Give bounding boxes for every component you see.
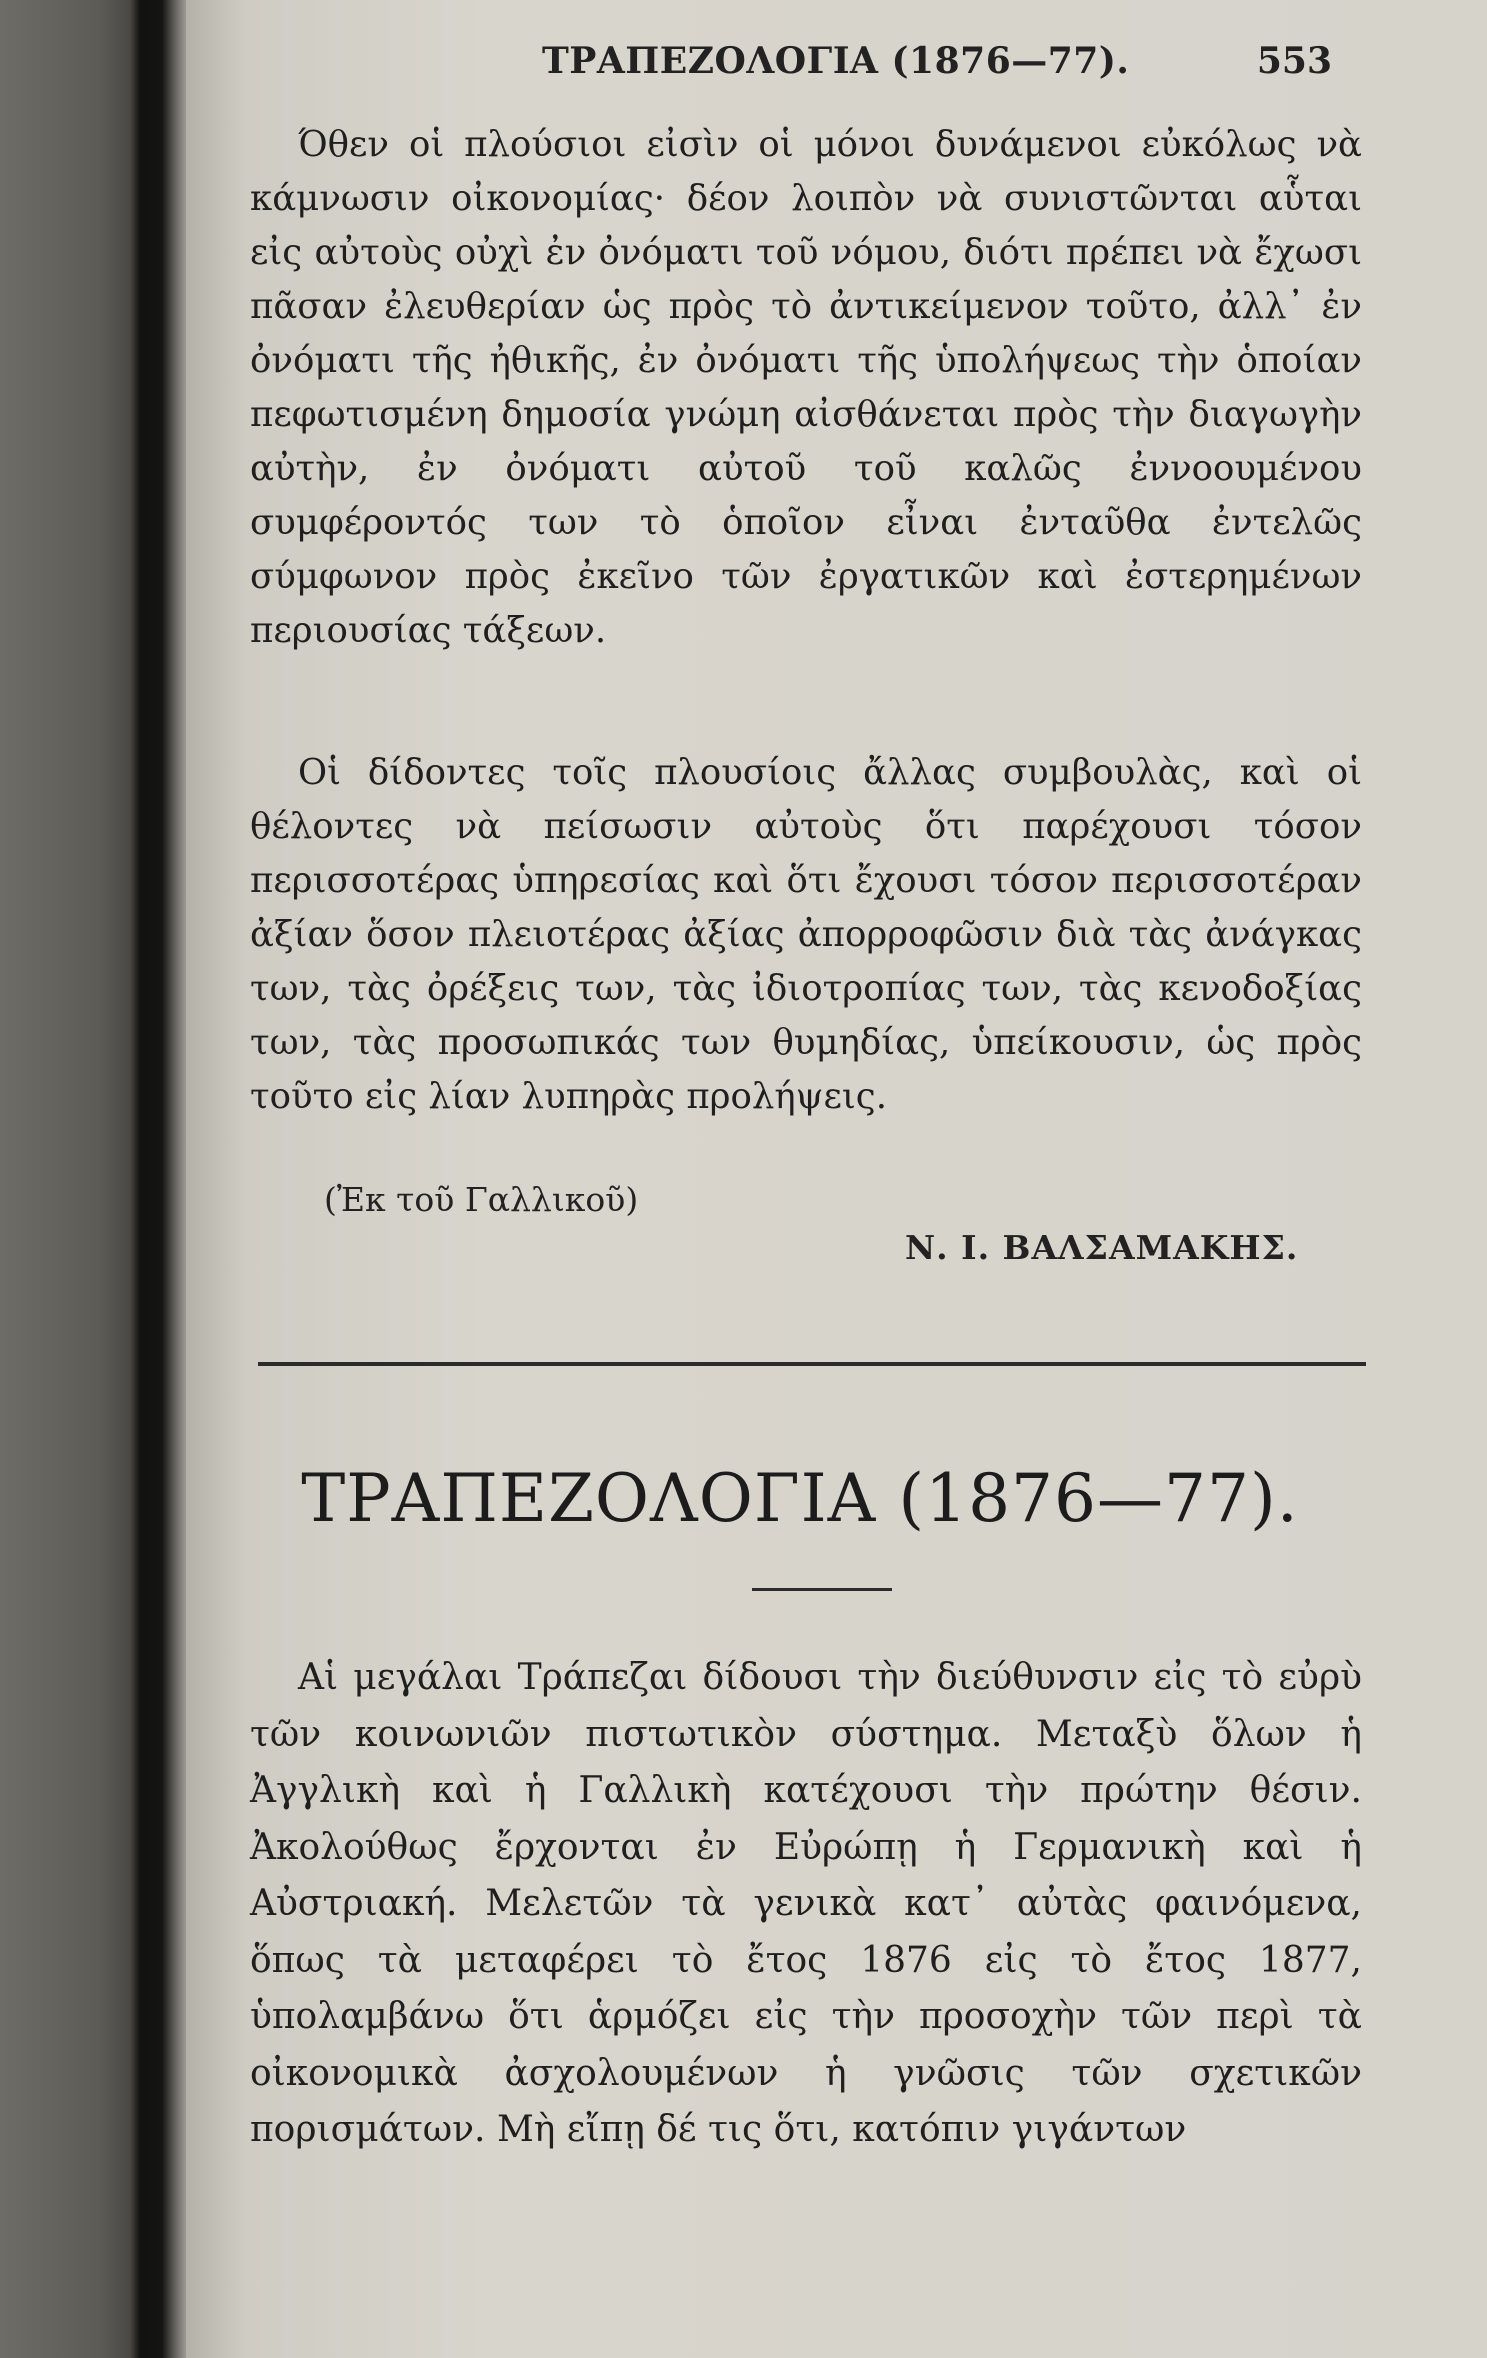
running-head-title: ΤΡΑΠΕΖΟΛΟΓΙΑ (1876—77).: [542, 40, 1130, 82]
paragraph-text: Όθεν οἱ πλούσιοι εἰσὶν οἱ μόνοι δυνάμενοι εὐκόλως νὰ κάμνωσιν οἰκονομίας· δέον λοιπὸν νὰ συνιστῶνται αὗται εἰς αὐτοὺς οὐχὶ ἐν ὀνόματι τοῦ νόμου, διότι πρέπει νὰ ἔχωσι πᾶσαν ἐλευθερίαν ὡς πρὸς τὸ ἀντικείμενον τοῦτο, ἀλλ᾿ ἐν ὀνόματι τῆς ἠθικῆς, ἐν ὀνόματι τῆς ὑπολήψεως τὴν ὁποίαν πεφωτισμένη δημοσία γνώμη αἰσθάνεται πρὸς τὴν διαγωγὴν αὐτὴν, ἐν ὀνόματι αὐτοῦ τοῦ καλῶς ἐννοουμένου συμφέροντός των τὸ ὁποῖον εἶναι ἐνταῦθα ἐντελῶς σύμφωνον πρὸς ἐκεῖνο τῶν ἐργατικῶν καὶ ἐστερημένων περιουσίας τάξεων.: [250, 124, 1362, 651]
article-title: ΤΡΑΠΕΖΟΛΟΓΙΑ (1876—77).: [301, 1460, 1299, 1537]
book-gutter: [0, 0, 190, 2358]
section-divider-rule: [258, 1362, 1366, 1366]
running-head: [354, 36, 1346, 86]
paragraph-text: Οἱ δίδοντες τοῖς πλουσίοις ἄλλας συμβουλὰς, καὶ οἱ θέλοντες νὰ πείσωσιν αὐτοὺς ὅτι παρέχουσι τόσον περισσοτέρας ὑπηρεσίας καὶ ὅτι ἔχουσι τόσον περισσοτέραν ἀξίαν ὅσον πλειοτέρας ἀξίας ἀπορροφῶσιν διὰ τὰς ἀνάγκας των, τὰς ὀρέξεις των, τὰς ἰδιοτροπίας των, τὰς κενοδοξίας των, τὰς προσωπικάς των θυμηδίας, ὑπείκουσιν, ὡς πρὸς τοῦτο εἰς λίαν λυπηρὰς προλήψεις.: [250, 752, 1362, 1117]
title-underline-rule: [752, 1588, 892, 1591]
continuation-paragraph-2: [250, 746, 1362, 1124]
continuation-paragraph-1: [250, 118, 1362, 658]
article-paragraph-1: [250, 1650, 1362, 2159]
author-signature: Ν. Ι. ΒΑΛΣΑΜΑΚΗΣ.: [905, 1228, 1299, 1267]
page-number: 553: [1256, 40, 1332, 82]
paragraph-text: Αἱ μεγάλαι Τράπεζαι δίδουσι τὴν διεύθυνσιν εἰς τὸ εὐρὺ τῶν κοινωνιῶν πιστωτικὸν σύστημα. Μεταξὺ ὅλων ἡ Ἀγγλικὴ καὶ ἡ Γαλλικὴ κατέχουσι τὴν πρώτην θέσιν. Ἀκολούθως ἔρχονται ἐν Εὐρώπῃ ἡ Γερμανικὴ καὶ ἡ Αὐστριακή. Μελετῶν τὰ γενικὰ κατ᾿ αὐτὰς φαινόμενα, ὅπως τὰ μεταφέρει τὸ ἔτος 1876 εἰς τὸ ἔτος 1877, ὑπολαμβάνω ὅτι ἁρμόζει εἰς τὴν προσοχὴν τῶν περὶ τὰ οἰκονομικὰ ἀσχολουμένων ἡ γνῶσις τῶν σχετικῶν πορισμάτων. Μὴ εἴπῃ δέ τις ὅτι, κατόπιν γιγάντων: [250, 1657, 1362, 2150]
translation-source-note: (Ἐκ τοῦ Γαλλικοῦ): [324, 1180, 639, 1219]
